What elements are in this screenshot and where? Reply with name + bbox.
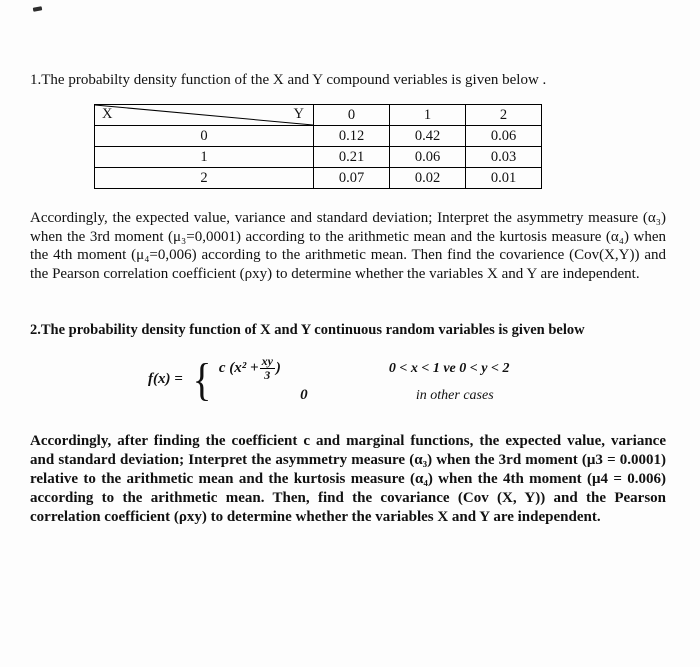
- col-header-2: 2: [466, 105, 542, 126]
- formula-brace: {: [192, 353, 212, 405]
- case2-expression: 0: [300, 387, 308, 404]
- table-cell: 0.21: [314, 147, 390, 168]
- problem-1-section: [30, 72, 666, 284]
- fraction-denominator: 3: [264, 368, 271, 382]
- table-header-row: [95, 105, 542, 126]
- fraction-numerator: xy: [261, 353, 273, 368]
- case1-expression-suffix: ): [275, 360, 281, 376]
- row-label: 2: [95, 168, 314, 189]
- corner-label-x: X: [102, 106, 113, 122]
- piecewise-pdf-formula: [148, 355, 666, 404]
- formula-case-1: [219, 355, 510, 382]
- col-header-1: 1: [390, 105, 466, 126]
- fraction: [260, 355, 275, 382]
- problem1-title: 1.The probabilty density function of the X and Y compound veriables is given below .: [30, 72, 547, 88]
- table-cell: 0.42: [390, 126, 466, 147]
- formula-case-2: [219, 387, 510, 404]
- case1-expression-prefix: c (x² +: [218, 360, 259, 376]
- table-row: [95, 168, 542, 189]
- problem-2-section: [30, 322, 666, 527]
- joint-pdf-table: [94, 104, 542, 189]
- table-cell: 0.06: [390, 147, 466, 168]
- problem2-title: 2.The probability density function of X and Y continuous random variables is given below: [30, 321, 585, 338]
- formula-lhs: f(x) =: [148, 371, 183, 387]
- problem1-paragraph: Accordingly, the expected value, variance and standard deviation; Interpret the asymmetry measure (α₃) when the 3rd moment (μ₃=0,0001) according to the arithmetic mean and the kurtosis measure (α₄) when the 4th moment (μ₄=0,006) according to the arithmetic mean. Then find the covarience (Cov(X,Y)) and the Pearson correlation coefficient (ρxy) to determine whether the variables X and Y are independent.: [30, 210, 666, 283]
- col-header-0: 0: [314, 105, 390, 126]
- case1-condition: 0 < x < 1 ve 0 < y < 2: [388, 360, 510, 376]
- table-cell: 0.12: [314, 126, 390, 147]
- table-cell: 0.02: [390, 168, 466, 189]
- problem2-paragraph: Accordingly, after finding the coefficient c and marginal functions, the expected value, variance and standard deviation; Interpret the asymmetry measure (α₃) when the 3rd moment (μ3 = 0.0001) relative to the arithmetic mean and the kurtosis measure (α₄) when the 4th moment (μ4 = 0.006) according to the arithmetic mean. Then, find the covariance (Cov (X, Y)) and the Pearson correlation coefficient (ρxy) to determine whether the variables X and Y are independent.: [30, 433, 666, 526]
- row-label: 1: [95, 147, 314, 168]
- table-cell: 0.03: [466, 147, 542, 168]
- table-cell: 0.07: [314, 168, 390, 189]
- case2-condition: in other cases: [415, 387, 494, 403]
- case1-expression: [219, 355, 389, 382]
- table-row: [95, 126, 542, 147]
- table-cell: 0.06: [466, 126, 542, 147]
- formula-cases: [219, 355, 510, 404]
- diagonal-divider-line: [95, 105, 313, 125]
- corner-label-y: Y: [293, 106, 304, 122]
- table-corner-cell: [95, 105, 314, 126]
- row-label: 0: [95, 126, 314, 147]
- table-cell: 0.01: [466, 168, 542, 189]
- table-row: [95, 147, 542, 168]
- scan-artifact: [33, 6, 43, 12]
